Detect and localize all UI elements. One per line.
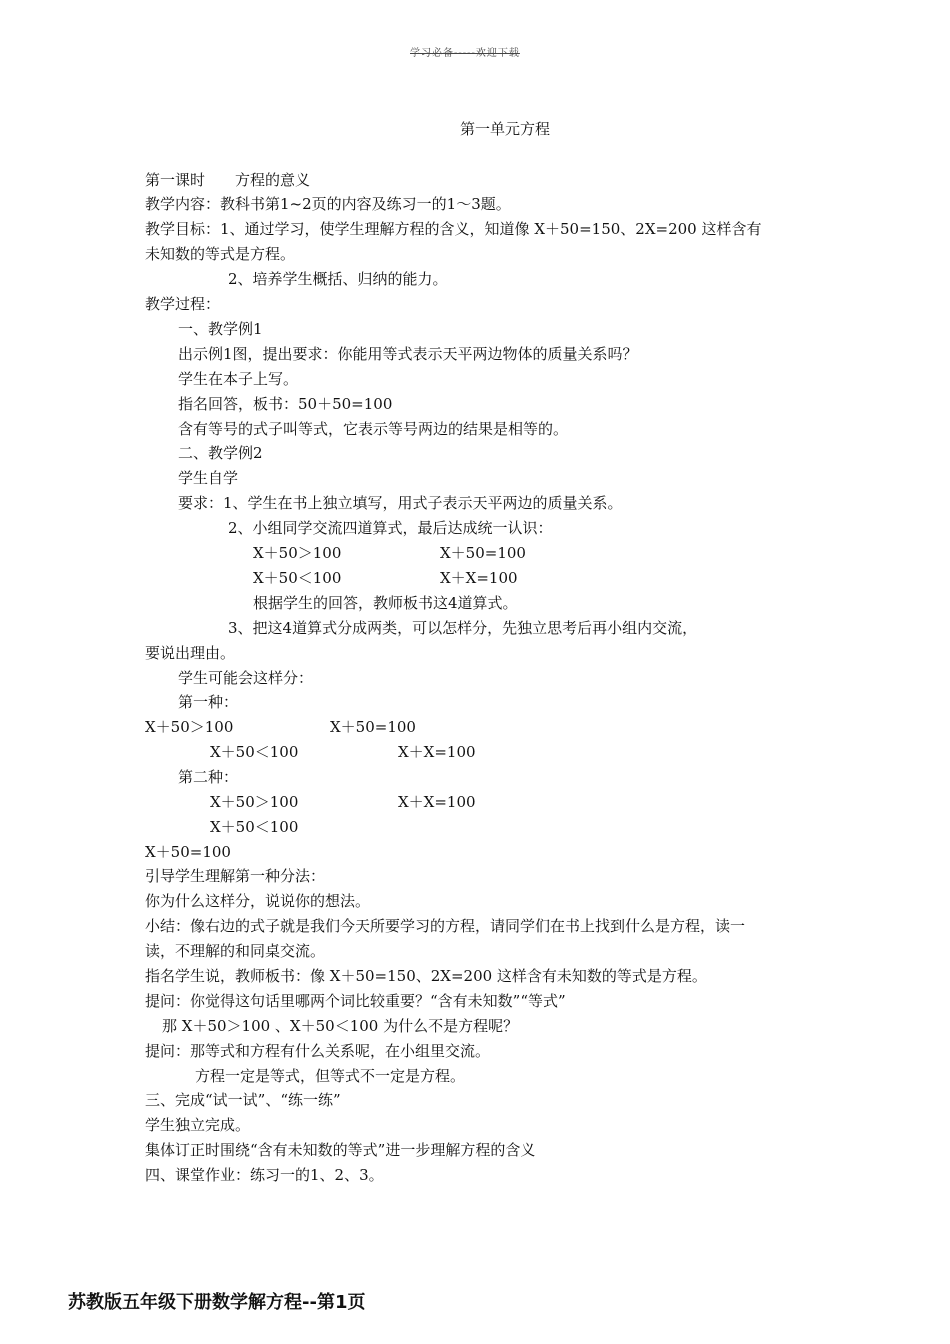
section-4-heading: 四、课堂作业：练习一的1、2、3。: [145, 1166, 384, 1184]
equation: X＋X=100: [440, 569, 518, 587]
paragraph: 集体订正时围绕“含有未知数的等式”进一步理解方程的含义: [145, 1141, 536, 1159]
teaching-content: 教学内容：教科书第1~2页的内容及练习一的1～3题。: [145, 195, 511, 213]
paragraph: 引导学生理解第一种分法：: [145, 867, 326, 885]
paragraph: 方程一定是等式，但等式不一定是方程。: [195, 1067, 466, 1085]
document-title: 第一单元方程: [459, 120, 550, 138]
paragraph: 学生可能会这样分：: [178, 669, 314, 687]
paragraph: 3、把这4道算式分成两类，可以怎样分，先独立思考后再小组内交流，: [228, 619, 698, 637]
paragraph: 小结：像右边的式子就是我们今天所要学习的方程，请同学们在书上找到什么是方程，读一: [145, 917, 746, 935]
paragraph: 学生在本子上写。: [178, 370, 299, 388]
teaching-goal-2: 2、培养学生概括、归纳的能力。: [228, 270, 448, 288]
paragraph: 你为什么这样分，说说你的想法。: [145, 892, 371, 910]
paragraph: 含有等号的式子叫等式，它表示等号两边的结果是相等的。: [178, 420, 569, 438]
paragraph: 根据学生的回答，教师板书这4道算式。: [253, 594, 518, 612]
lesson-heading: 第一课时 方程的意义: [145, 171, 311, 189]
subheading: 第二种：: [178, 768, 239, 786]
paragraph: 学生自学: [178, 469, 239, 487]
equation: X＋X=100: [398, 793, 476, 811]
section-2-heading: 二、教学例2: [178, 444, 263, 462]
teaching-process-heading: 教学过程：: [145, 295, 221, 313]
section-3-heading: 三、完成“试一试”、“练一练”: [145, 1091, 341, 1109]
paragraph: 学生独立完成。: [145, 1116, 251, 1134]
paragraph: 那 X＋50＞100 、X＋50＜100 为什么不是方程呢？: [162, 1017, 519, 1035]
subheading: 第一种：: [178, 693, 239, 711]
paragraph: 提问：那等式和方程有什么关系呢，在小组里交流。: [145, 1042, 491, 1060]
teaching-goal-1: 教学目标：1、通过学习，使学生理解方程的含义，知道像 X＋50=150、2X=200 这样含有: [145, 220, 762, 238]
paragraph: 要求：1、学生在书上独立填写，用式子表示天平两边的质量关系。: [178, 494, 623, 512]
equation: X＋50＞100: [145, 718, 234, 736]
equation: X＋50＞100: [253, 544, 342, 562]
equation: X＋50=100: [440, 544, 526, 562]
equation: X＋50＞100: [210, 793, 299, 811]
paragraph: 提问：你觉得这句话里哪两个词比较重要？“含有未知数”“等式”: [145, 992, 566, 1010]
equation: X＋50＜100: [253, 569, 342, 587]
equation: X＋50＜100: [210, 818, 299, 836]
equation: X＋50=100: [330, 718, 416, 736]
teaching-goal-1-cont: 未知数的等式是方程。: [145, 245, 296, 263]
page-header: 学习必备-----欢迎下载: [410, 48, 520, 59]
section-1-heading: 一、教学例1: [178, 320, 263, 338]
paragraph: 要说出理由。: [145, 644, 236, 662]
page-footer: 苏教版五年级下册数学解方程--第1页: [68, 1292, 366, 1313]
paragraph: 读，不理解的和同桌交流。: [145, 942, 326, 960]
paragraph: 2、小组同学交流四道算式，最后达成统一认识：: [228, 519, 553, 537]
paragraph: 指名学生说，教师板书：像 X＋50=150、2X=200 这样含有未知数的等式是方程。: [145, 967, 707, 985]
equation: X＋50＜100: [210, 743, 299, 761]
equation: X＋50=100: [145, 843, 231, 861]
paragraph: 指名回答，板书：50＋50=100: [178, 395, 393, 413]
paragraph: 出示例1图，提出要求：你能用等式表示天平两边物体的质量关系吗？: [178, 345, 638, 363]
equation: X＋X=100: [398, 743, 476, 761]
